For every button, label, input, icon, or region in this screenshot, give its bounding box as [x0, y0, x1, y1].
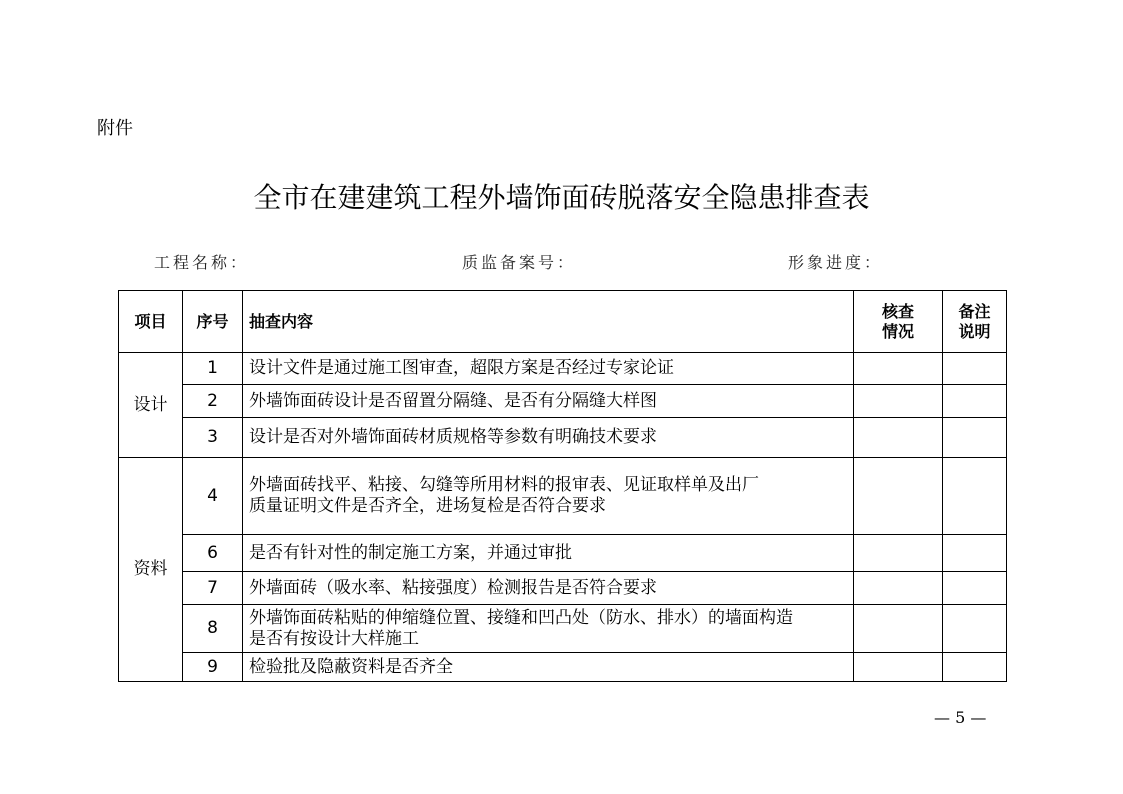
row-content: 外墙面砖（吸水率、粘接强度）检测报告是否符合要求 — [243, 572, 854, 605]
check-cell[interactable] — [854, 353, 943, 385]
table-row — [119, 535, 1007, 572]
check-cell[interactable] — [854, 418, 943, 458]
category-design: 设计 — [119, 353, 183, 458]
row-content-line1: 外墙面砖找平、粘接、勾缝等所用材料的报审表、见证取样单及出厂 — [249, 475, 759, 495]
header-remark-line1: 备注 — [958, 301, 991, 321]
remark-cell[interactable] — [943, 385, 1007, 418]
remark-cell[interactable] — [943, 605, 1007, 653]
header-check-line2: 情况 — [881, 321, 914, 341]
table-row — [119, 385, 1007, 418]
table-header-row — [119, 291, 1007, 353]
header-remark-line2: 说明 — [958, 321, 991, 341]
remark-cell[interactable] — [943, 572, 1007, 605]
table-row — [119, 653, 1007, 682]
header-check-line1: 核查 — [881, 301, 914, 321]
attachment-label: 附件 — [97, 118, 133, 139]
row-seq: 9 — [183, 653, 243, 682]
check-cell[interactable] — [854, 535, 943, 572]
row-content: 设计是否对外墙饰面砖材质规格等参数有明确技术要求 — [243, 418, 854, 458]
row-seq: 7 — [183, 572, 243, 605]
table-row — [119, 572, 1007, 605]
table-row — [119, 353, 1007, 385]
row-content: 检验批及隐蔽资料是否齐全 — [243, 653, 854, 682]
header-content: 抽查内容 — [243, 291, 854, 353]
row-content-line2: 是否有按设计大样施工 — [249, 628, 419, 649]
header-seq: 序号 — [183, 291, 243, 353]
category-documents: 资料 — [119, 458, 183, 682]
row-seq: 1 — [183, 353, 243, 385]
row-content: 是否有针对性的制定施工方案，并通过审批 — [243, 535, 854, 572]
check-cell[interactable] — [854, 605, 943, 653]
row-seq: 6 — [183, 535, 243, 572]
check-cell[interactable] — [854, 572, 943, 605]
table-row — [119, 458, 1007, 535]
progress-label: 形象进度： — [788, 253, 884, 272]
row-seq: 3 — [183, 418, 243, 458]
inspection-table — [118, 290, 1007, 682]
table-row — [119, 418, 1007, 458]
row-content-line1: 外墙饰面砖粘贴的伸缩缝位置、接缝和凹凸处（防水、排水）的墙面构造 — [249, 607, 793, 628]
page-number: — 5 — — [934, 708, 987, 727]
check-cell[interactable] — [854, 385, 943, 418]
remark-cell[interactable] — [943, 535, 1007, 572]
table-row — [119, 605, 1007, 653]
project-name-label: 工程名称： — [154, 253, 250, 272]
header-remarks — [943, 291, 1007, 353]
row-content-line2: 质量证明文件是否齐全，进场复检是否符合要求 — [249, 496, 606, 516]
check-cell[interactable] — [854, 653, 943, 682]
row-content: 设计文件是通过施工图审查，超限方案是否经过专家论证 — [243, 353, 854, 385]
header-category: 项目 — [119, 291, 183, 353]
row-seq: 4 — [183, 458, 243, 535]
row-content: 外墙饰面砖设计是否留置分隔缝、是否有分隔缝大样图 — [243, 385, 854, 418]
remark-cell[interactable] — [943, 653, 1007, 682]
check-cell[interactable] — [854, 458, 943, 535]
remark-cell[interactable] — [943, 458, 1007, 535]
remark-cell[interactable] — [943, 418, 1007, 458]
header-check-status — [854, 291, 943, 353]
page-title: 全市在建建筑工程外墙饰面砖脱落安全隐患排查表 — [253, 181, 870, 214]
row-content — [243, 605, 854, 653]
row-content — [243, 458, 854, 535]
record-number-label: 质监备案号： — [462, 253, 577, 272]
row-seq: 2 — [183, 385, 243, 418]
row-seq: 8 — [183, 605, 243, 653]
remark-cell[interactable] — [943, 353, 1007, 385]
